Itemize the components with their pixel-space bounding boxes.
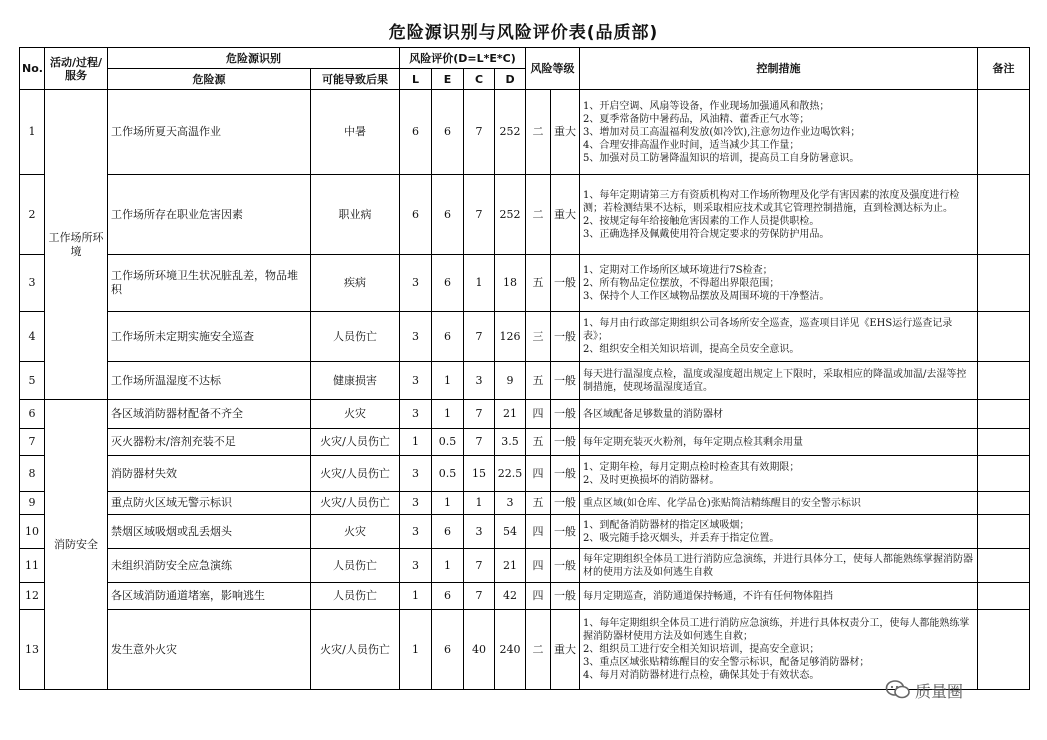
- control-measures: [580, 492, 978, 515]
- hazard-cell: 各区域消防通道堵塞，影响逃生: [108, 583, 311, 610]
- hazard-cell: 发生意外火灾: [108, 610, 311, 690]
- control-line: 1、每年定期组织全体员工进行消防应急演练，并进行具体权责分工，使每人都能熟练掌握消防器材使用方法及如何逃生自救；: [583, 618, 970, 642]
- l-value: 1: [400, 610, 432, 690]
- remark-cell: [978, 492, 1030, 515]
- remark-cell: [978, 362, 1030, 400]
- c-value: 40: [464, 610, 495, 690]
- c-value: 7: [464, 429, 495, 456]
- risk-level: 一般: [551, 549, 580, 583]
- control-line: 4、每月对消防器材进行点检，确保其处于有效状态。: [583, 670, 820, 681]
- row-no: 12: [20, 583, 45, 610]
- c-value: 7: [464, 400, 495, 429]
- control-measures: [580, 456, 978, 492]
- e-value: 6: [432, 175, 464, 255]
- risk-grade: 四: [526, 583, 551, 610]
- e-value: 0.5: [432, 429, 464, 456]
- header-control-measures: 控制措施: [580, 48, 978, 90]
- risk-grade: 五: [526, 429, 551, 456]
- table-row: [20, 312, 1030, 362]
- d-value: 18: [495, 255, 526, 312]
- remark-cell: [978, 549, 1030, 583]
- remark-cell: [978, 312, 1030, 362]
- e-value: 6: [432, 312, 464, 362]
- c-value: 7: [464, 175, 495, 255]
- risk-level: 一般: [551, 362, 580, 400]
- row-no: 6: [20, 400, 45, 429]
- hazard-cell: 工作场所环境卫生状况脏乱差，物品堆积: [108, 255, 311, 312]
- consequence-cell: 疾病: [311, 255, 400, 312]
- remark-cell: [978, 255, 1030, 312]
- table-row: [20, 492, 1030, 515]
- control-line: 2、夏季常备防中暑药品，风油精、藿香正气水等；: [583, 113, 810, 125]
- control-line: 1、每年定期请第三方有资质机构对工作场所物理及化学有害因素的浓度及强度进行检测；若检测结果不达标，则采取相应技术或其它管理控制措施，直到检测达标为止。: [583, 189, 960, 214]
- risk-level: 一般: [551, 312, 580, 362]
- control-line: 1、到配备消防器材的指定区域吸烟；: [583, 519, 750, 531]
- d-value: 9: [495, 362, 526, 400]
- risk-level: 重大: [551, 175, 580, 255]
- risk-level: 重大: [551, 610, 580, 690]
- row-no: 10: [20, 515, 45, 549]
- consequence-cell: 火灾: [311, 515, 400, 549]
- table-row: [20, 400, 1030, 429]
- d-value: 252: [495, 175, 526, 255]
- d-value: 240: [495, 610, 526, 690]
- row-no: 9: [20, 492, 45, 515]
- consequence-cell: 健康损害: [311, 362, 400, 400]
- e-value: 1: [432, 492, 464, 515]
- control-measures: [580, 515, 978, 549]
- c-value: 3: [464, 362, 495, 400]
- remark-cell: [978, 90, 1030, 175]
- remark-cell: [978, 400, 1030, 429]
- table-row: [20, 175, 1030, 255]
- control-line: 2、按规定每年给接触危害因素的工作人员提供职检。: [583, 215, 820, 227]
- risk-level: 一般: [551, 400, 580, 429]
- risk-level: 重大: [551, 90, 580, 175]
- table-row: [20, 515, 1030, 549]
- d-value: 21: [495, 400, 526, 429]
- remark-cell: [978, 456, 1030, 492]
- header-activity: 活动/过程/服务: [45, 48, 108, 90]
- l-value: 3: [400, 400, 432, 429]
- risk-assessment-table: [19, 47, 1030, 690]
- c-value: 7: [464, 90, 495, 175]
- consequence-cell: 职业病: [311, 175, 400, 255]
- control-line: 1、开启空调、风扇等设备，作业现场加强通风和散热；: [583, 100, 830, 112]
- page-title: 危险源识别与风险评价表(品质部): [388, 23, 659, 43]
- control-line: 2、吸完随手捻灭烟头，并丢弃于指定位置。: [583, 532, 780, 544]
- row-no: 8: [20, 456, 45, 492]
- control-line: 2、及时更换损坏的消防器材。: [583, 474, 720, 486]
- e-value: 6: [432, 515, 464, 549]
- control-line: 1、每月由行政部定期组织公司各场所安全巡查，巡查项目详见《EHS运行巡查记录表》；: [583, 318, 953, 342]
- d-value: 3.5: [495, 429, 526, 456]
- control-measures: [580, 400, 978, 429]
- risk-grade: 五: [526, 492, 551, 515]
- hazard-cell: 工作场所未定期实施安全巡查: [108, 312, 311, 362]
- l-value: 6: [400, 90, 432, 175]
- risk-level: 一般: [551, 255, 580, 312]
- row-no: 5: [20, 362, 45, 400]
- row-no: 3: [20, 255, 45, 312]
- control-line: 1、定期年检，每月定期点检时检查其有效期限；: [583, 461, 800, 473]
- control-line: 每年定期充装灭火粉剂，每年定期点检其剩余用量: [583, 436, 804, 448]
- control-line: 3、增加对员工高温福利发放(如冷饮),注意勿边作业边喝饮料；: [583, 126, 861, 138]
- risk-grade: 三: [526, 312, 551, 362]
- control-measures: [580, 175, 978, 255]
- control-line: 每月定期巡查，消防通道保持畅通，不许有任何物体阻挡: [583, 590, 834, 602]
- l-value: 3: [400, 492, 432, 515]
- risk-grade: 五: [526, 255, 551, 312]
- hazard-cell: 各区域消防器材配备不齐全: [108, 400, 311, 429]
- hazard-cell: 消防器材失效: [108, 456, 311, 492]
- row-no: 7: [20, 429, 45, 456]
- control-measures: [580, 429, 978, 456]
- control-line: 3、保持个人工作区域物品摆放及周围环境的干净整洁。: [583, 290, 830, 302]
- c-value: 7: [464, 312, 495, 362]
- header-hazard-identification: 危险源识别: [108, 48, 400, 69]
- header-e: E: [432, 69, 464, 90]
- l-value: 3: [400, 515, 432, 549]
- header-consequence: 可能导致后果: [311, 69, 400, 90]
- consequence-cell: 人员伤亡: [311, 312, 400, 362]
- risk-grade: 四: [526, 515, 551, 549]
- table-row: [20, 456, 1030, 492]
- control-line: 3、重点区域张贴精练醒目的安全警示标识，配备足够消防器材；: [583, 657, 870, 668]
- table-row: [20, 610, 1030, 690]
- control-line: 4、合理安排高温作业时间，适当减少其工作量；: [583, 139, 800, 151]
- header-no: No.: [20, 48, 45, 90]
- header-remark: 备注: [978, 48, 1030, 90]
- control-line: 2、组织员工进行安全相关知识培训，提高安全意识；: [583, 644, 820, 655]
- risk-level: 一般: [551, 456, 580, 492]
- l-value: 1: [400, 429, 432, 456]
- control-measures: [580, 549, 978, 583]
- table-row: [20, 583, 1030, 610]
- risk-level: 一般: [551, 492, 580, 515]
- e-value: 6: [432, 610, 464, 690]
- control-line: 2、组织安全相关知识培训，提高全员安全意识。: [583, 344, 800, 355]
- control-line: 3、正确选择及佩戴使用符合规定要求的劳保防护用品。: [583, 228, 830, 240]
- d-value: 22.5: [495, 456, 526, 492]
- hazard-cell: 工作场所存在职业危害因素: [108, 175, 311, 255]
- watermark-text: 质量圈: [915, 681, 964, 701]
- d-value: 3: [495, 492, 526, 515]
- row-no: 2: [20, 175, 45, 255]
- hazard-cell: 工作场所夏天高温作业: [108, 90, 311, 175]
- l-value: 3: [400, 549, 432, 583]
- row-no: 11: [20, 549, 45, 583]
- consequence-cell: 火灾/人员伤亡: [311, 456, 400, 492]
- e-value: 0.5: [432, 456, 464, 492]
- control-line: 5、加强对员工防暑降温知识的培训，提高员工自身防暑意识。: [583, 152, 860, 164]
- hazard-cell: 重点防火区域无警示标识: [108, 492, 311, 515]
- e-value: 1: [432, 362, 464, 400]
- table-row: [20, 362, 1030, 400]
- table-row: [20, 90, 1030, 175]
- remark-cell: [978, 515, 1030, 549]
- table-row: [20, 255, 1030, 312]
- remark-cell: [978, 175, 1030, 255]
- hazard-cell: 未组织消防安全应急演练: [108, 549, 311, 583]
- c-value: 3: [464, 515, 495, 549]
- d-value: 54: [495, 515, 526, 549]
- row-no: 4: [20, 312, 45, 362]
- risk-grade: 二: [526, 90, 551, 175]
- d-value: 21: [495, 549, 526, 583]
- remark-cell: [978, 429, 1030, 456]
- risk-grade: 四: [526, 400, 551, 429]
- control-measures: [580, 90, 978, 175]
- control-measures: [580, 312, 978, 362]
- d-value: 252: [495, 90, 526, 175]
- control-line: 1、定期对工作场所区域环境进行7S检查；: [583, 264, 773, 276]
- header-l: L: [400, 69, 432, 90]
- risk-grade: 二: [526, 175, 551, 255]
- e-value: 1: [432, 549, 464, 583]
- hazard-cell: 灭火器粉末/溶剂充装不足: [108, 429, 311, 456]
- header-c: C: [464, 69, 495, 90]
- control-line: 每天进行温湿度点检，温度或湿度超出规定上下限时，采取相应的降温或加温/去湿等控制措施，使现场温湿度适宜。: [583, 368, 967, 393]
- hazard-cell: 工作场所温湿度不达标: [108, 362, 311, 400]
- c-value: 7: [464, 549, 495, 583]
- risk-grade: 四: [526, 456, 551, 492]
- header-risk-evaluation: 风险评价(D=L*E*C): [400, 48, 526, 69]
- control-line: 2、所有物品定位摆放，不得超出界限范围；: [583, 277, 780, 289]
- header-d: D: [495, 69, 526, 90]
- control-measures: [580, 362, 978, 400]
- l-value: 3: [400, 312, 432, 362]
- risk-grade: 二: [526, 610, 551, 690]
- control-line: 重点区域(如仓库、化学品仓)张贴简洁精练醒目的安全警示标识: [583, 497, 861, 509]
- watermark: [885, 676, 1025, 704]
- activity-group: 工作场所环境: [45, 90, 108, 400]
- c-value: 1: [464, 492, 495, 515]
- risk-grade: 四: [526, 549, 551, 583]
- control-line: 各区域配备足够数量的消防器材: [583, 408, 724, 420]
- consequence-cell: 火灾/人员伤亡: [311, 610, 400, 690]
- consequence-cell: 火灾: [311, 400, 400, 429]
- e-value: 1: [432, 400, 464, 429]
- header-risk-level: 风险等级: [526, 48, 580, 90]
- activity-group: 消防安全: [45, 400, 108, 690]
- control-line: 每年定期组织全体员工进行消防应急演练，并进行具体分工，使每人都能熟练掌握消防器材的使用方法及如何逃生自救: [583, 553, 974, 578]
- c-value: 7: [464, 583, 495, 610]
- risk-level: 一般: [551, 583, 580, 610]
- row-no: 1: [20, 90, 45, 175]
- table-row: [20, 429, 1030, 456]
- l-value: 6: [400, 175, 432, 255]
- e-value: 6: [432, 255, 464, 312]
- c-value: 15: [464, 456, 495, 492]
- c-value: 1: [464, 255, 495, 312]
- control-measures: [580, 583, 978, 610]
- consequence-cell: 人员伤亡: [311, 549, 400, 583]
- e-value: 6: [432, 583, 464, 610]
- hazard-cell: 禁烟区域吸烟或乱丢烟头: [108, 515, 311, 549]
- consequence-cell: 人员伤亡: [311, 583, 400, 610]
- table-row: [20, 549, 1030, 583]
- l-value: 3: [400, 362, 432, 400]
- consequence-cell: 火灾/人员伤亡: [311, 429, 400, 456]
- l-value: 1: [400, 583, 432, 610]
- consequence-cell: 火灾/人员伤亡: [311, 492, 400, 515]
- d-value: 42: [495, 583, 526, 610]
- chat-bubble-icon: [885, 679, 911, 701]
- risk-grade: 五: [526, 362, 551, 400]
- risk-level: 一般: [551, 515, 580, 549]
- l-value: 3: [400, 255, 432, 312]
- e-value: 6: [432, 90, 464, 175]
- control-measures: [580, 255, 978, 312]
- l-value: 3: [400, 456, 432, 492]
- consequence-cell: 中暑: [311, 90, 400, 175]
- row-no: 13: [20, 610, 45, 690]
- d-value: 126: [495, 312, 526, 362]
- risk-level: 一般: [551, 429, 580, 456]
- header-hazard: 危险源: [108, 69, 311, 90]
- remark-cell: [978, 583, 1030, 610]
